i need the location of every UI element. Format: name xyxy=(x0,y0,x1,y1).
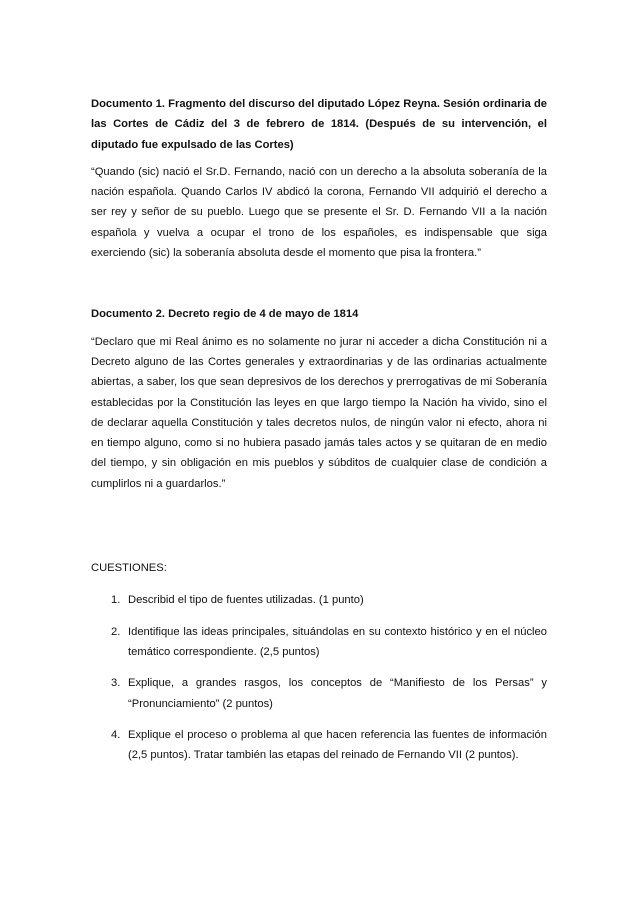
question-item xyxy=(91,622,547,663)
doc2-title: Documento 2. Decreto regio de 4 de mayo de 1814 xyxy=(91,308,359,321)
question-number: 2. xyxy=(111,625,121,638)
question-text: Describid el tipo de fuentes utilizadas. (1 punto) xyxy=(128,594,364,607)
doc1-text: “Quando (sic) nació el Sr.D. Fernando, nació con un derecho a la absoluta soberanía de la nación española. Quando Carlos IV abdicó la corona, Fernando VII adquirió el derecho a ser rey y señor de su pueblo. Luego que se presente el Sr. D. Fernando VII a la nación española y vuelva a ocupar el trono de los españoles, es indispensable que siga exerciendo (sic) la soberanía absoluta desde el momento que pisa la frontera.” xyxy=(91,165,547,260)
document-page xyxy=(91,94,547,776)
questions-list xyxy=(91,590,547,765)
question-text: Identifique las ideas principales, situándolas en su contexto histórico y en el núcleo temático correspondiente. (2,5 puntos) xyxy=(128,625,547,658)
question-number: 3. xyxy=(111,677,121,690)
question-number: 4. xyxy=(111,728,121,741)
question-item xyxy=(91,673,547,714)
questions-heading: CUESTIONES: xyxy=(91,562,167,575)
question-item xyxy=(91,725,547,766)
question-number: 1. xyxy=(111,594,121,607)
question-text: Explique el proceso o problema al que hacen referencia las fuentes de información (2,5 puntos). Tratar también las etapas del reinado de Fernando VII (2 puntos). xyxy=(128,728,547,762)
question-item xyxy=(91,590,547,610)
doc1-title: Documento 1. Fragmento del discurso del diputado López Reyna. Sesión ordinaria de las Cortes de Cádiz del 3 de febrero de 1814. (Después de su intervención, el diputado fue expulsado de las Cortes) xyxy=(91,98,547,151)
question-text: Explique, a grandes rasgos, los conceptos de “Manifiesto de los Persas” y “Pronunciamiento” (2 puntos) xyxy=(128,677,547,710)
doc2-text: “Declaro que mi Real ánimo es no solamente no jurar ni acceder a dicha Constitución ni a Decreto alguno de las Cortes generales y extraordinarias y de las ordinarias actualmente abiertas, a saber, los que sean depresivos de los derechos y prerrogativas de mi Soberanía establecidas por la Constitución las leyes en que largo tiempo la Nación ha vivido, sino el de declarar aquella Constitución y tales decretos nulos, de ningún valor ni efecto, ahora ni en tiempo alguno, como si no hubiera pasado jamás tales actos y se quitaran de en medio del tiempo, y sin obligación en mis pueblos y súbditos de cualquier clase de condición a cumplirlos ni a guardarlos.” xyxy=(91,335,547,490)
